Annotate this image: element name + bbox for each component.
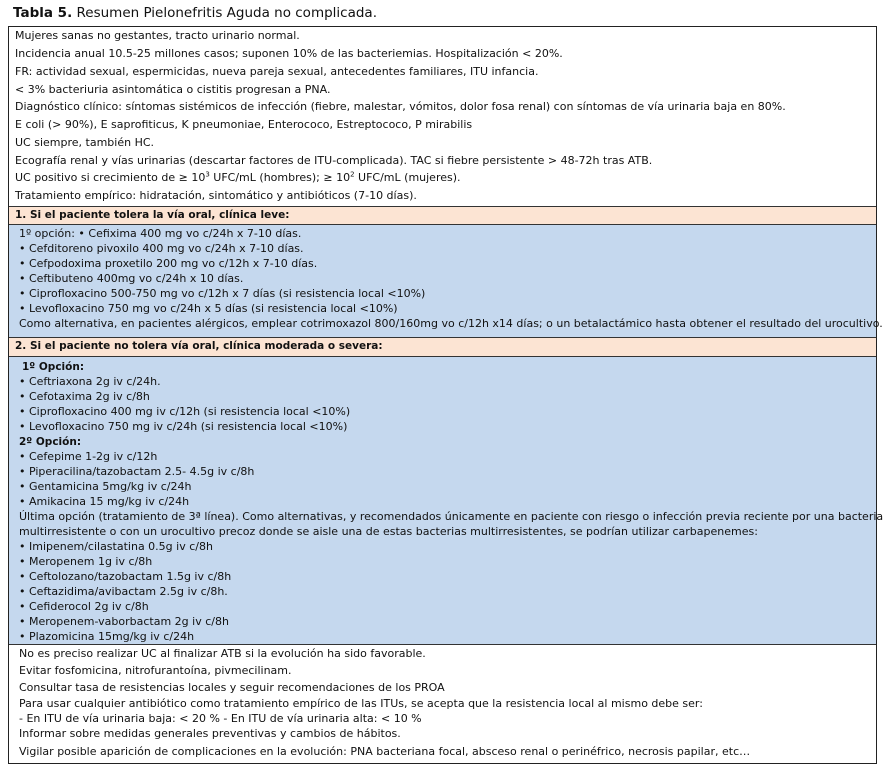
table-title (13, 5, 377, 21)
intro-line: Ecografía renal y vías urinarias (descartar factores de ITU-complicada). TAC si fiebre persistente > 48-72h tras ATB. (15, 154, 653, 167)
option-item: • Ciprofloxacino 500-750 mg vo c/12h x 7 días (si resistencia local <10%) (19, 287, 426, 300)
intro-line: Diagnóstico clínico: síntomas sistémicos de infección (fiebre, malestar, vómitos, dolor fosa renal) con síntomas de vía urinaria baja en 80%. (15, 100, 786, 113)
summary-table (8, 26, 884, 764)
option-item: • Levofloxacino 750 mg vo c/24h x 5 días (si resistencia local <10%) (19, 302, 398, 315)
last-option-text: Última opción (tratamiento de 3ª línea). Como alternativas, y recomendados únicamente en paciente con riesgo o infección previa reciente por una bacteria (19, 510, 884, 523)
outro-line: No es preciso realizar UC al finalizar ATB si la evolución ha sido favorable. (19, 647, 426, 660)
intro-line: UC siempre, también HC. (15, 136, 155, 149)
intro-line: FR: actividad sexual, espermicidas, nueva pareja sexual, antecedentes familiares, ITU infancia. (15, 65, 539, 78)
option-item: • Levofloxacino 750 mg iv c/24h (si resistencia local <10%) (19, 420, 348, 433)
uc-threshold-line: UC positivo si crecimiento de ≥ $10^3$ UFC/mL (hombres); ≥ $10^2$ UFC/mL (mujeres). (15, 170, 461, 184)
option-item: • Cefepime 1-2g iv c/12h (19, 450, 158, 463)
option-line: 1º opción: • Cefixima 400 mg vo c/24h x 7-10 días. (19, 227, 302, 240)
section1-body (9, 225, 883, 337)
option-item: • Gentamicina 5mg/kg iv c/24h (19, 480, 192, 493)
option-item: • Plazomicina 15mg/kg iv c/24h (19, 630, 195, 643)
option-item: • Ceftriaxona 2g iv c/24h. (19, 375, 161, 388)
outro-line: Informar sobre medidas generales preventivas y cambios de hábitos. (19, 727, 401, 740)
alternative-text: Como alternativa, en pacientes alérgicos, emplear cotrimoxazol 800/160mg vo c/12h x14 días; o un betalactámico hasta obtener el resultado del urocultivo. (19, 317, 883, 330)
table-title-text: Resumen Pielonefritis Aguda no complicada. (72, 5, 377, 21)
option-item: • Meropenem-vaborbactam 2g iv c/8h (19, 615, 229, 628)
option-item: • Imipenem/cilastatina 0.5g iv c/8h (19, 540, 213, 553)
intro-line: Incidencia anual 10.5-25 millones casos; suponen 10% de las bacteriemias. Hospitalización < 20%. (15, 47, 563, 60)
intro-section (9, 27, 876, 206)
option-item: • Ceftolozano/tazobactam 1.5g iv c/8h (19, 570, 232, 583)
option-item: • Meropenem 1g iv c/8h (19, 555, 153, 568)
option-item: • Ceftazidima/avibactam 2.5g iv c/8h. (19, 585, 228, 598)
outro-line: - En ITU de vía urinaria baja: < 20 % - En ITU de vía urinaria alta: < 10 % (19, 712, 422, 725)
intro-line: Mujeres sanas no gestantes, tracto urinario normal. (15, 29, 300, 42)
option-item: • Ceftibuteno 400mg vo c/24h x 10 días. (19, 272, 244, 285)
section1-header: 1. Si el paciente tolera la vía oral, clínica leve: (9, 206, 876, 225)
outro-line: Para usar cualquier antibiótico como tratamiento empírico de las ITUs, se acepta que la resistencia local al mismo debe ser: (19, 697, 703, 710)
outro-line: Evitar fosfomicina, nitrofurantoína, pivmecilinam. (19, 664, 292, 677)
outro-line: Consultar tasa de resistencias locales y seguir recomendaciones de los PROA (19, 681, 445, 694)
table-title-label: Tabla 5. (13, 5, 73, 21)
option-item: • Ciprofloxacino 400 mg iv c/12h (si resistencia local <10%) (19, 405, 351, 418)
last-option-text: multirresistente o con un urocultivo precoz donde se aisle una de estas bacterias multirresistentes, se podrían utilizar carbapenemes: (19, 525, 758, 538)
option-item: • Cefotaxima 2g iv c/8h (19, 390, 150, 403)
outro-section (9, 645, 876, 763)
option-item: • Cefpodoxima proxetilo 200 mg vo c/12h x 7-10 días. (19, 257, 318, 270)
section2-body (9, 357, 884, 645)
intro-line: E coli (> 90%), E saprofiticus, K pneumoniae, Enterococo, Estreptococo, P mirabilis (15, 118, 473, 131)
intro-line: < 3% bacteriuria asintomática o cistitis progresan a PNA. (15, 83, 331, 96)
option1-label: 1º Opción: (22, 361, 85, 373)
intro-line: Tratamiento empírico: hidratación, sintomático y antibióticos (7-10 días). (15, 189, 417, 202)
option-item: • Cefditoreno pivoxilo 400 mg vo c/24h x 7-10 días. (19, 242, 304, 255)
option-item: • Cefiderocol 2g iv c/8h (19, 600, 149, 613)
outro-line: Vigilar posible aparición de complicaciones en la evolución: PNA bacteriana focal, absceso renal o perinéfrico, necrosis papilar, etc… (19, 745, 751, 758)
section2-header: 2. Si el paciente no tolera vía oral, clínica moderada o severa: (9, 337, 876, 357)
option-item: • Piperacilina/tazobactam 2.5- 4.5g iv c/8h (19, 465, 255, 478)
option2-label: 2º Opción: (19, 436, 82, 448)
option-item: • Amikacina 15 mg/kg iv c/24h (19, 495, 190, 508)
